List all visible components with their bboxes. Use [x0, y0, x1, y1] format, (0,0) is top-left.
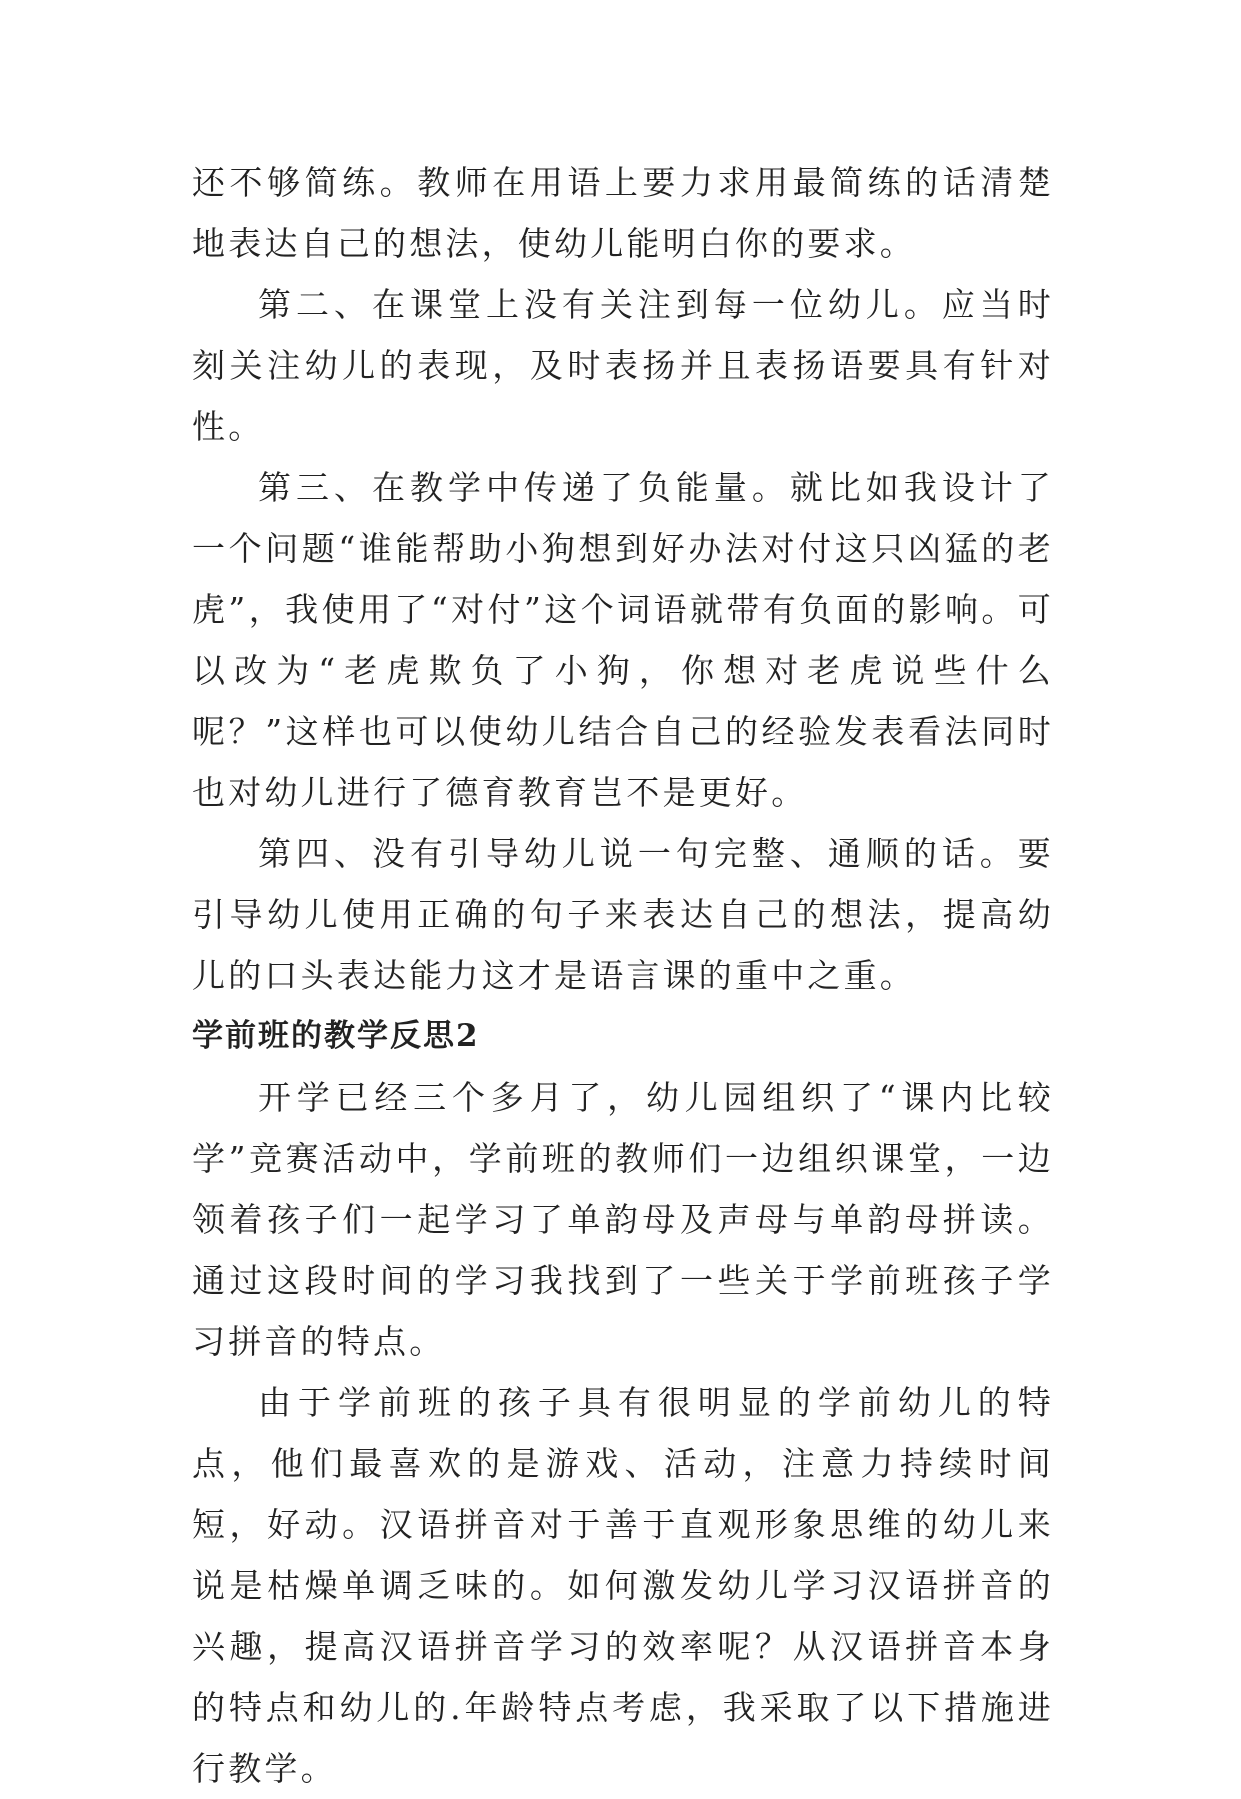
section-heading: 学前班的教学反思2 [192, 1018, 480, 1054]
paragraph-point-three: 第三、在教学中传递了负能量。就比如我设计了一个问题“谁能帮助小狗想到好办法对付这只凶猛的老虎”，我使用了“对付”这个词语就带有负面的影响。可以改为“老虎欺负了小狗，你想对老虎说些什么呢？”这样也可以使幼儿结合自己的经验发表看法同时也对幼儿进行了德育教育岂不是更好。 [192, 468, 1054, 812]
paragraph-characteristics: 由于学前班的孩子具有很明显的学前幼儿的特点，他们最喜欢的是游戏、活动，注意力持续时间短，好动。汉语拼音对于善于直观形象思维的幼儿来说是枯燥单调乏味的。如何激发幼儿学习汉语拼音的兴趣，提高汉语拼音学习的效率呢？从汉语拼音本身的特点和幼儿的.年龄特点考虑，我采取了以下措施进行教学。 [192, 1383, 1054, 1788]
paragraph-point-four: 第四、没有引导幼儿说一句完整、通顺的话。要引导幼儿使用正确的句子来表达自己的想法，提高幼儿的口头表达能力这才是语言课的重中之重。 [192, 834, 1054, 995]
paragraph-point-two: 第二、在课堂上没有关注到每一位幼儿。应当时刻关注幼儿的表现，及时表扬并且表扬语要具有针对性。 [192, 285, 1054, 446]
paragraph-intro: 开学已经三个多月了，幼儿园组织了“课内比较学”竞赛活动中，学前班的教师们一边组织课堂，一边领着孩子们一起学习了单韵母及声母与单韵母拼读。通过这段时间的学习我找到了一些关于学前班孩子学习拼音的特点。 [192, 1078, 1054, 1361]
document-body [192, 152, 1054, 1799]
paragraph-continued: 还不够简练。教师在用语上要力求用最简练的话清楚地表达自己的想法，使幼儿能明白你的要求。 [192, 163, 1054, 263]
